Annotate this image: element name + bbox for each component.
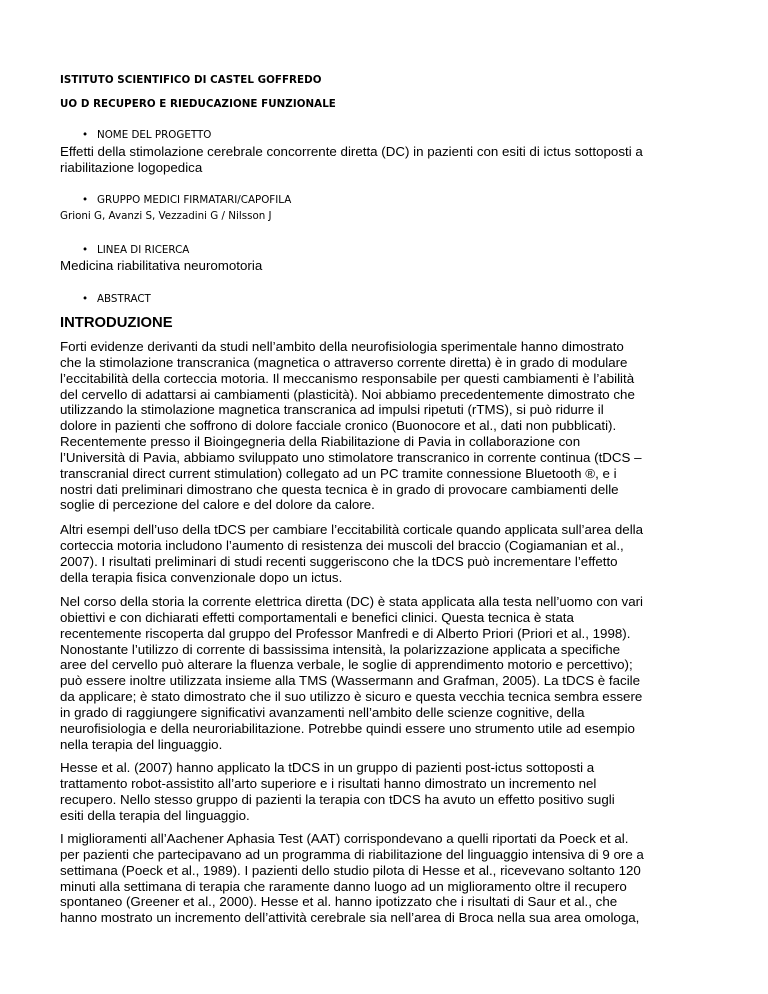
- text-line: Nel corso della storia la corrente elettrica diretta (DC) è stata applicata alla testa nell’uomo con vari: [60, 594, 644, 609]
- text-line: che la stimolazione transcranica (magnetica o attraverso corrente diretta) è in grado di modulare: [60, 354, 628, 370]
- text-line: I miglioramenti all’Aachener Aphasia Test (AAT) corrispondevano a quelli riportati da Poeck et al.: [60, 831, 629, 846]
- text-line: per pazienti che partecipavano ad un programma di riabilitazione del linguaggio intensiva di 9 ore a: [60, 846, 644, 862]
- section-label: ABSTRACT: [97, 293, 151, 305]
- text-line: minuti alla settimana di terapia che raramente danno luogo ad un miglioramento oltre il recupero: [60, 878, 627, 894]
- section-label: LINEA DI RICERCA: [97, 244, 190, 256]
- text-line: recentemente riscoperta dal gruppo del Professor Manfredi e di Alberto Priori (Priori et al., 1998).: [60, 625, 631, 641]
- text-line: l’eccitabilità della corteccia motoria. Il meccanismo responsabile per questi cambiamenti è l’abilità: [60, 370, 635, 386]
- text-line: del cervello di adattarsi ai cambiamenti (plasticità). Noi abbiamo precedentemente dimostrato che: [60, 386, 635, 402]
- text-line: nella terapia del linguaggio.: [60, 736, 223, 752]
- section-label: NOME DEL PROGETTO: [97, 129, 212, 141]
- text-line: corteccia motoria includono l’aumento di resistenza dei muscoli del braccio (Cogiamanian et al.,: [60, 537, 624, 553]
- text-line: utilizzando la stimolazione magnetica transcranica ad impulsi ripetuti (rTMS), si può ridurre il: [60, 402, 604, 418]
- section-heading: INTRODUZIONE: [60, 315, 173, 331]
- text-line: soglie di percezione del calore e del dolore da calore.: [60, 497, 375, 513]
- text-line: nostri dati preliminari dimostrano che questa tecnica è in grado di provocare cambiamenti delle: [60, 481, 619, 497]
- paragraph: [60, 760, 725, 823]
- doctors-value: Grioni G, Avanzi S, Vezzadini G / Nilsson J: [60, 210, 272, 222]
- text-line: della terapia fisica convenzionale dopo un ictus.: [60, 569, 343, 585]
- text-line: hanno mostrato un incremento dell’attività cerebrale sia nell’area di Broca nella sua area omologa,: [60, 910, 640, 926]
- text-line: in grado di raggiungere significativi avanzamenti nell’ambito delle scienze cognitive, della: [60, 704, 585, 720]
- text-line: neurofisiologia e della neuroriabilitazione. Potrebbe quindi essere uno strumento utile ad esempio: [60, 720, 635, 736]
- text-line: dolore in pazienti che soffrono di dolore facciale cronico (Buonocore et al., dati non pubblicati).: [60, 418, 617, 434]
- text-line: trattamento robot-assistito all’arto superiore e i risultati hanno dimostrato un incremento nel: [60, 775, 597, 791]
- text-line: l’Università di Pavia, abbiamo sviluppato uno stimolatore transcranico in corrente continua (tDCS –: [60, 449, 642, 465]
- project-name-value: Effetti della stimolazione cerebrale concorrente diretta (DC) in pazienti con esiti di ictus sottoposti a riabilitazione logopedica: [60, 144, 643, 175]
- bullet: •: [82, 244, 89, 256]
- text-line: 2007). I risultati preliminari di studi recenti suggeriscono che la tDCS può incrementare l’effetto: [60, 553, 618, 569]
- text-line: può essere inoltre utilizzata insieme alla TMS (Wassermann and Grafman, 2005). La tDCS è facile: [60, 673, 641, 689]
- bullet: •: [82, 129, 89, 141]
- unit-name: UO D RECUPERO E RIEDUCAZIONE FUNZIONALE: [60, 98, 336, 110]
- bullet: •: [82, 293, 89, 305]
- institute-name: ISTITUTO SCIENTIFICO DI CASTEL GOFFREDO: [60, 74, 322, 86]
- text-line: settimana (Poeck et al., 1989). I pazienti dello studio pilota di Hesse et al., ricevevano soltanto 120: [60, 862, 641, 878]
- paragraph: [60, 831, 725, 926]
- text-line: Recentemente presso il Bioingegneria della Riabilitazione di Pavia in collaborazione con: [60, 434, 581, 450]
- text-line: Nonostante l’utilizzo di corrente di bassissima intensità, la polarizzazione applicata a specifiche: [60, 641, 621, 657]
- text-line: transcranial direct current stimulation) collegato ad un PC tramite connessione Bluetooth ®, e i: [60, 465, 617, 481]
- paragraph: [60, 339, 725, 513]
- text-line: recupero. Nello stesso gruppo di pazienti la terapia con tDCS ha avuto un effetto positivo sugli: [60, 791, 615, 807]
- text-line: esiti della terapia del linguaggio.: [60, 807, 250, 823]
- bullet: •: [82, 194, 89, 206]
- text-line: aree del cervello può alterare la fluenza verbale, le soglie di apprendimento motorio e percettivo);: [60, 657, 633, 673]
- paragraph: [60, 594, 725, 752]
- research-line-value: Medicina riabilitativa neuromotoria: [60, 258, 263, 273]
- text-line: da applicare; è stato dimostrato che il suo utilizzo è sicuro e questa vecchia tecnica sembra essere: [60, 689, 643, 705]
- section-label: GRUPPO MEDICI FIRMATARI/CAPOFILA: [97, 194, 292, 206]
- text-line: Hesse et al. (2007) hanno applicato la tDCS in un gruppo di pazienti post-ictus sottoposti a: [60, 760, 595, 775]
- paragraph: [60, 522, 725, 585]
- text-line: obiettivi e con dichiarati effetti comportamentali e benefici clinici. Questa tecnica è stata: [60, 609, 574, 625]
- text-line: spontaneo (Greener et al., 2000). Hesse et al. hanno ipotizzato che i risultati di Saur et al., che: [60, 894, 618, 910]
- text-line: Forti evidenze derivanti da studi nell’ambito della neurofisiologia sperimentale hanno dimostrato: [60, 339, 624, 354]
- text-line: Altri esempi dell’uso della tDCS per cambiare l’eccitabilità corticale quando applicata sull’area della: [60, 522, 644, 537]
